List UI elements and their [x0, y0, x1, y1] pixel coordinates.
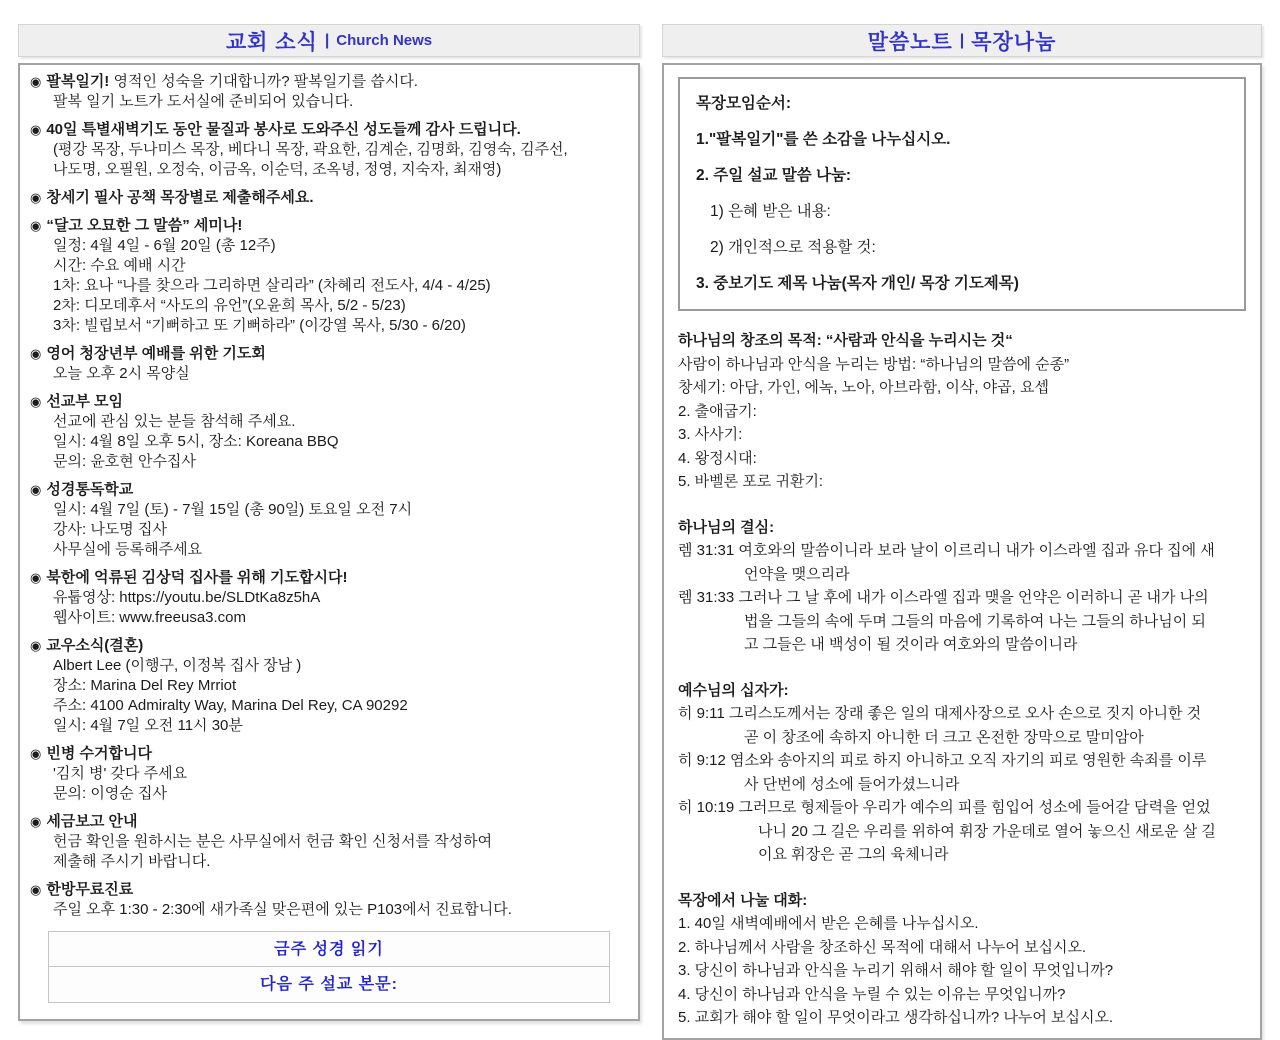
meeting-order-item: 2) 개인적으로 적용할 것: — [710, 239, 876, 256]
fisheye-bullet-icon: ◉ — [30, 882, 42, 897]
section-line: 히 9:11 그리스도께서는 장래 좋은 일의 대제사장으로 오사 손으로 짓지 아니한 것 — [678, 705, 1202, 722]
news-item-line: (평강 목장, 두나미스 목장, 베다니 목장, 곽요한, 김계순, 김명화, 김영숙, 김주선, — [53, 141, 568, 158]
news-item-head — [30, 636, 628, 655]
section-heading: 하나님의 창조의 목적: “사람과 안식을 누리시는 것“ — [678, 332, 1013, 349]
news-item-line: Albert Lee (이행구, 이정복 집사 장남 ) — [53, 657, 302, 674]
news-item-title: 영어 청장년부 예배를 위한 기도회 — [46, 345, 266, 362]
news-item-lines — [30, 764, 628, 803]
fisheye-bullet-icon: ◉ — [30, 122, 42, 137]
news-item-line: 일시: 4월 7일 (토) - 7월 15일 (총 90일) 토요일 오전 7시 — [53, 501, 413, 518]
news-item-title: 한방무료진료 — [46, 881, 134, 898]
news-item-head — [30, 480, 628, 499]
news-item-title: 세금보고 안내 — [46, 813, 138, 830]
news-item-head — [30, 188, 628, 207]
section-line: 히 10:19 그러므로 형제들아 우리가 예수의 피를 힘입어 성소에 들어갈 담력을 얻었 — [678, 799, 1211, 816]
section-line: 1. 40일 새벽예배에서 받은 은혜를 나누십시오. — [678, 915, 979, 932]
news-item-head — [30, 216, 628, 235]
cell-sharing-title: 목장나눔 — [971, 30, 1057, 54]
news-item-title: 성경통독학교 — [46, 481, 134, 498]
news-item-head — [30, 568, 628, 587]
fisheye-bullet-icon: ◉ — [30, 346, 42, 361]
news-item-line: 나도명, 오필원, 오정숙, 이금옥, 이순덕, 조옥녕, 정영, 지숙자, 최재영) — [53, 161, 502, 178]
meeting-order-item: 2. 주일 설교 말씀 나눔: — [696, 167, 852, 184]
news-item-head — [30, 744, 628, 763]
news-item-line: 유툽영상: https://youtu.be/SLDtKa8z5hA — [53, 589, 321, 606]
sermon-notes-box — [662, 63, 1262, 1040]
news-item — [30, 344, 628, 383]
news-item — [30, 744, 628, 803]
section-line: 4. 당신이 하나님과 안식을 누릴 수 있는 이유는 무엇입니까? — [678, 985, 1066, 1003]
section-line: 법을 그들의 속에 두며 그들의 마음에 기록하여 나는 그들의 하나님이 되 — [744, 612, 1206, 630]
section-heading: 목장에서 나눌 대화: — [678, 891, 808, 909]
news-item-head — [30, 344, 628, 363]
church-news-column — [18, 24, 640, 993]
fisheye-bullet-icon: ◉ — [30, 482, 42, 497]
section-line: 5. 바벨론 포로 귀환기: — [678, 473, 824, 490]
reading-table — [48, 931, 610, 1003]
note-section — [678, 329, 1246, 494]
news-item-lines — [30, 588, 628, 627]
section-line: 히 9:12 염소와 송아지의 피로 하지 아니하고 오직 자기의 피로 영원한 속죄를 이루 — [678, 752, 1207, 769]
news-item-head — [30, 812, 628, 831]
news-item-title: 북한에 억류된 김상덕 집사를 위해 기도합시다! — [46, 569, 348, 586]
news-item — [30, 120, 628, 179]
news-item-line: 팔복 일기 노트가 도서실에 준비되어 있습니다. — [53, 93, 354, 110]
section-line: 사 단번에 성소에 들어가셨느니라 — [744, 775, 960, 793]
news-item-title: 팔복일기! — [46, 73, 110, 90]
news-item — [30, 188, 628, 207]
news-item — [30, 216, 628, 335]
section-line: 렘 31:33 그러나 그 날 후에 내가 이스라엘 집과 맺을 언약은 이러하니 곧 내가 나의 — [678, 589, 1209, 606]
section-line: 언약을 맺으리라 — [744, 565, 850, 583]
news-item-line: 3차: 빌립보서 “기뻐하고 또 기뻐하라” (이강열 목사, 5/30 - 6/20) — [53, 317, 466, 334]
reading-row: 다음 주 설교 본문: — [260, 976, 398, 993]
news-item-line: 사무실에 등록해주세요 — [53, 541, 203, 558]
news-item-title: 빈병 수거합니다 — [46, 745, 152, 762]
news-item-line: 강사: 나도명 집사 — [53, 521, 167, 538]
section-line: 3. 사사기: — [678, 426, 743, 443]
news-item-line: 문의: 윤호현 안수집사 — [53, 453, 196, 470]
section-line: 3. 당신이 하나님과 안식을 누리기 위해서 해야 할 일이 무엇입니까? — [678, 962, 1114, 979]
section-line: 고 그들은 내 백성이 될 것이라 여호와의 말씀이니라 — [744, 636, 1078, 653]
news-item-lines — [30, 832, 628, 871]
section-line: 창세기: 아담, 가인, 에녹, 노아, 아브라함, 이삭, 야곱, 요셉 — [678, 379, 1049, 396]
news-item-lines — [30, 900, 628, 919]
news-item-line: '김치 병' 갖다 주세요 — [53, 765, 188, 782]
news-item — [30, 880, 628, 919]
section-heading: 예수님의 십자가: — [678, 681, 789, 699]
meeting-order-item: 1) 은혜 받은 내용: — [710, 203, 831, 220]
fisheye-bullet-icon: ◉ — [30, 746, 42, 761]
news-item-title: 교우소식(결혼) — [46, 637, 144, 654]
sermon-notes-header — [662, 24, 1262, 57]
meeting-order-item: 1."팔복일기"를 쓴 소감을 나누십시오. — [696, 131, 951, 148]
section-line: 렘 31:31 여호와의 말씀이니라 보라 날이 이르리니 내가 이스라엘 집과 유다 집에 새 — [678, 542, 1215, 559]
news-item — [30, 480, 628, 559]
news-item-lines — [30, 364, 628, 383]
news-item-line: 주일 오후 1:30 - 2:30에 새가족실 맞은편에 있는 P103에서 진료합니다. — [53, 901, 512, 918]
fisheye-bullet-icon: ◉ — [30, 190, 42, 205]
news-item-line: 선교에 관심 있는 분들 참석해 주세요. — [53, 413, 296, 430]
section-line: 이요 휘장은 곧 그의 육체니라 — [758, 846, 949, 863]
news-item-head — [30, 72, 628, 91]
news-item-line: 제출해 주시기 바랍니다. — [53, 853, 211, 870]
fisheye-bullet-icon: ◉ — [30, 394, 42, 409]
sermon-notes-column — [662, 24, 1262, 1026]
news-item-line: 장소: Marina Del Rey Mrriot — [53, 677, 237, 694]
news-item-line: 일정: 4월 4일 - 6월 20일 (총 12주) — [53, 237, 276, 254]
section-line: 4. 왕정시대: — [678, 449, 757, 467]
header-separator: | — [959, 31, 965, 49]
news-item-lines — [30, 412, 628, 471]
fisheye-bullet-icon: ◉ — [30, 570, 42, 585]
news-item-lines — [30, 656, 628, 735]
news-item-line: 시간: 수요 예배 시간 — [53, 257, 186, 274]
news-item-line: 웹사이트: www.freeusa3.com — [53, 609, 247, 626]
fisheye-bullet-icon: ◉ — [30, 74, 42, 89]
note-sections — [676, 329, 1248, 1030]
note-section — [678, 679, 1246, 867]
news-item-lines — [30, 236, 628, 335]
note-section — [678, 889, 1246, 1030]
reading-row: 금주 성경 읽기 — [49, 932, 609, 967]
news-item-line: 헌금 확인을 원하시는 분은 사무실에서 헌금 확인 신청서를 작성하여 — [53, 833, 493, 850]
meeting-order-title: 목장모임순서: — [696, 95, 792, 112]
news-item-line: 1차: 요나 “나를 찾으라 그리하면 살리라” (차혜리 전도사, 4/4 - 4/25) — [53, 277, 491, 294]
news-item-title: “달고 오묘한 그 말씀” 세미나! — [46, 217, 243, 234]
news-item-title: 창세기 필사 공책 목장별로 제출해주세요. — [46, 189, 314, 206]
news-item-line: 2차: 디모데후서 “사도의 유언”(오윤희 목사, 5/2 - 5/23) — [53, 297, 406, 314]
news-item — [30, 568, 628, 627]
church-news-box — [18, 63, 640, 1021]
section-line: 사람이 하나님과 안식을 누리는 방법: “하나님의 말씀에 순종” — [678, 355, 1070, 373]
news-item-title: 40일 특별새벽기도 동안 물질과 봉사로 도와주신 성도들께 감사 드립니다. — [46, 121, 521, 138]
fisheye-bullet-icon: ◉ — [30, 218, 42, 233]
news-item — [30, 812, 628, 871]
news-item-line: 주소: 4100 Admiralty Way, Marina Del Rey, CA 90292 — [53, 697, 408, 714]
meeting-order-list — [696, 127, 1228, 293]
section-line: 곧 이 창조에 속하지 아니한 더 크고 온전한 장막으로 말미암아 — [744, 728, 1144, 746]
news-item-head — [30, 120, 628, 139]
news-item — [30, 392, 628, 471]
news-item-lines — [30, 500, 628, 559]
news-item-head — [30, 880, 628, 899]
news-item-line: 오늘 오후 2시 목양실 — [53, 365, 190, 382]
news-item-inline-text: 영적인 성숙을 기대합니까? 팔복일기를 씁시다. — [109, 73, 418, 90]
news-item-line: 일시: 4월 7일 오전 11시 30분 — [53, 717, 243, 734]
section-line: 5. 교회가 해야 할 일이 무엇이라고 생각하십니까? 나누어 보십시오. — [678, 1009, 1114, 1026]
fisheye-bullet-icon: ◉ — [30, 638, 42, 653]
section-line: 2. 하나님께서 사람을 창조하신 목적에 대해서 나누어 보십시오. — [678, 938, 1087, 956]
meeting-order-box — [678, 77, 1246, 311]
news-item-lines — [30, 140, 628, 179]
church-news-header — [18, 24, 640, 57]
header-separator: | — [324, 31, 330, 49]
section-line: 2. 출애굽기: — [678, 402, 757, 420]
section-heading: 하나님의 결심: — [678, 518, 775, 536]
fisheye-bullet-icon: ◉ — [30, 814, 42, 829]
news-list — [30, 72, 628, 919]
section-line: 나니 20 그 길은 우리를 위하여 휘장 가운데로 열어 놓으신 새로운 살 길 — [758, 822, 1216, 840]
news-item-title: 선교부 모임 — [46, 393, 123, 410]
news-item-head — [30, 392, 628, 411]
meeting-order-item: 3. 중보기도 제목 나눔(목자 개인/ 목장 기도제목) — [696, 275, 1019, 292]
sermon-notes-title: 말씀노트 — [867, 30, 953, 54]
news-item-line: 일시: 4월 8일 오후 5시, 장소: Koreana BBQ — [53, 433, 339, 450]
note-section — [678, 516, 1246, 657]
church-news-title-ko: 교회 소식 — [225, 30, 318, 54]
church-news-title-en: Church News — [336, 32, 433, 49]
news-item-line: 문의: 이영순 집사 — [53, 785, 167, 802]
news-item-lines — [30, 92, 628, 111]
news-item — [30, 636, 628, 735]
news-item — [30, 72, 628, 111]
